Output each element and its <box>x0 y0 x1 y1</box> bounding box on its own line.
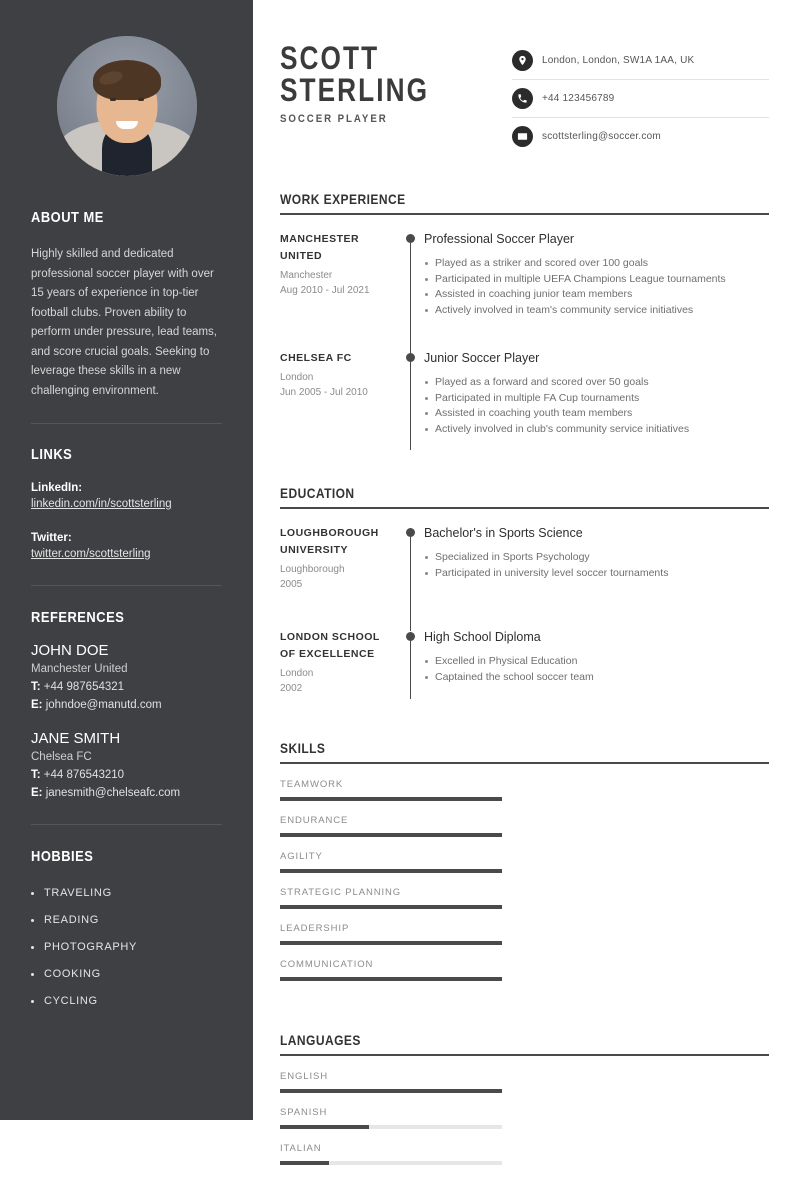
entry-org: CHELSEA FC <box>280 352 352 364</box>
language-label: ENGLISH <box>280 1071 329 1082</box>
language-fill <box>280 1125 369 1129</box>
email-value: johndoe@manutd.com <box>45 699 162 711</box>
entry-location: Loughborough <box>280 564 345 575</box>
skill-track <box>280 869 502 873</box>
hobby-item: COOKING <box>31 961 222 988</box>
skill-track <box>280 797 502 801</box>
envelope-icon <box>512 126 533 147</box>
skill-meter <box>280 778 502 801</box>
entry-body <box>424 231 769 318</box>
skill-track <box>280 833 502 837</box>
skills-grid <box>280 778 769 994</box>
hobbies-heading: HOBBIES <box>31 848 94 865</box>
hobby-item: TRAVELING <box>31 880 222 907</box>
timeline-line <box>410 353 411 450</box>
hobby-item: PHOTOGRAPHY <box>31 934 222 961</box>
language-meter <box>280 1106 502 1129</box>
bullet: Played as a forward and scored over 50 goals <box>424 375 769 391</box>
skill-meter <box>280 958 502 981</box>
contact-row-phone <box>512 88 769 118</box>
timeline-dot <box>406 632 415 641</box>
divider <box>31 824 222 825</box>
section-rule <box>280 507 769 509</box>
phone-value: +44 987654321 <box>43 681 125 693</box>
avatar-eye-left <box>110 98 116 101</box>
bullet: Actively involved in team's community service initiatives <box>424 303 769 319</box>
education-entry <box>280 525 769 592</box>
section-heading: EDUCATION <box>280 485 355 501</box>
timeline <box>402 231 424 318</box>
bullet: Played as a striker and scored over 100 goals <box>424 256 769 272</box>
reference-phone <box>31 679 222 696</box>
skill-label: LEADERSHIP <box>280 923 350 934</box>
section-heading: WORK EXPERIENCE <box>280 191 406 207</box>
link-item-linkedin <box>31 480 222 513</box>
timeline-dot <box>406 528 415 537</box>
entry-title: Bachelor's in Sports Science <box>424 526 583 540</box>
reference-org: Chelsea FC <box>31 751 92 763</box>
hobby-item: CYCLING <box>31 988 222 1015</box>
reference-email <box>31 785 222 802</box>
languages-grid <box>280 1070 769 1178</box>
phone-value: +44 876543210 <box>43 769 125 781</box>
references-heading: REFERENCES <box>31 609 125 626</box>
section-rule <box>280 213 769 215</box>
skill-label: AGILITY <box>280 851 323 862</box>
section-heading: SKILLS <box>280 740 326 756</box>
reference-item <box>31 641 222 714</box>
skill-fill <box>280 977 502 981</box>
sidebar <box>0 0 253 1120</box>
links-heading: LINKS <box>31 446 73 463</box>
entry-meta <box>280 525 402 592</box>
first-name: SCOTT <box>280 40 380 76</box>
skill-label: TEAMWORK <box>280 779 344 790</box>
entry-meta <box>280 231 402 318</box>
entry-org: LONDON SCHOOL OF EXCELLENCE <box>280 631 380 660</box>
entry-body <box>424 525 769 592</box>
skill-meter <box>280 814 502 837</box>
timeline-line <box>410 528 411 631</box>
email-value: janesmith@chelseafc.com <box>45 787 181 799</box>
skill-fill <box>280 941 502 945</box>
bullet: Excelled in Physical Education <box>424 654 769 670</box>
skill-track <box>280 905 502 909</box>
skill-fill <box>280 833 502 837</box>
language-track <box>280 1161 502 1165</box>
avatar-eye-right <box>138 98 144 101</box>
reference-email <box>31 697 222 714</box>
entry-body <box>424 629 769 696</box>
contact-address: London, London, SW1A 1AA, UK <box>542 55 695 66</box>
reference-item <box>31 729 222 802</box>
reference-name: JANE SMITH <box>31 730 121 747</box>
bullet: Actively involved in club's community service initiatives <box>424 422 769 438</box>
skill-fill <box>280 797 502 801</box>
entry-title: High School Diploma <box>424 630 541 644</box>
entry-title: Professional Soccer Player <box>424 232 575 246</box>
bullet: Assisted in coaching youth team members <box>424 406 769 422</box>
entry-meta <box>280 629 402 696</box>
reference-phone <box>31 767 222 784</box>
timeline-dot <box>406 353 415 362</box>
link-label: LinkedIn: <box>31 482 83 494</box>
entry-meta <box>280 350 402 437</box>
entry-dates: 2005 <box>280 579 303 590</box>
language-label: SPANISH <box>280 1107 328 1118</box>
entry-bullets <box>424 654 769 685</box>
phone-label: T: <box>31 769 41 781</box>
language-track <box>280 1125 502 1129</box>
divider <box>31 423 222 424</box>
skill-meter <box>280 886 502 909</box>
section-languages <box>280 1032 769 1178</box>
entry-dates: 2002 <box>280 683 303 694</box>
link-label: Twitter: <box>31 532 72 544</box>
section-rule <box>280 762 769 764</box>
bullet: Participated in university level soccer tournaments <box>424 566 769 582</box>
section-education <box>280 485 769 696</box>
bullet: Assisted in coaching junior team members <box>424 287 769 303</box>
avatar-wrapper <box>31 36 222 176</box>
entry-org: MANCHESTER UNITED <box>280 233 360 262</box>
email-label: E: <box>31 699 43 711</box>
timeline <box>402 629 424 696</box>
language-fill <box>280 1161 329 1165</box>
location-pin-icon <box>512 50 533 71</box>
contact-list <box>512 42 769 163</box>
entry-location: Manchester <box>280 270 333 281</box>
entry-dates: Jun 2005 - Jul 2010 <box>280 387 368 398</box>
main-content <box>253 0 794 1154</box>
about-me-heading: ABOUT ME <box>31 209 104 226</box>
skill-track <box>280 977 502 981</box>
bullet: Specialized in Sports Psychology <box>424 550 769 566</box>
avatar <box>57 36 197 176</box>
work-entry <box>280 231 769 318</box>
entry-bullets <box>424 375 769 437</box>
skill-fill <box>280 869 502 873</box>
header <box>280 42 769 163</box>
skill-meter <box>280 922 502 945</box>
section-heading: LANGUAGES <box>280 1032 361 1048</box>
email-label: E: <box>31 787 43 799</box>
contact-row-address <box>512 50 769 80</box>
bullet: Captained the school soccer team <box>424 670 769 686</box>
section-skills <box>280 740 769 994</box>
language-meter <box>280 1070 502 1093</box>
language-fill <box>280 1089 502 1093</box>
link-url-linkedin[interactable]: linkedin.com/in/scottsterling <box>31 498 172 510</box>
entry-bullets <box>424 256 769 318</box>
section-rule <box>280 1054 769 1056</box>
language-meter <box>280 1142 502 1165</box>
skill-fill <box>280 905 502 909</box>
hobby-item: READING <box>31 907 222 934</box>
phone-label: T: <box>31 681 41 693</box>
last-name: STERLING <box>280 72 430 108</box>
contact-row-email <box>512 126 769 155</box>
job-role: SOCCER PLAYER <box>280 113 388 125</box>
skill-track <box>280 941 502 945</box>
bullet: Participated in multiple FA Cup tournaments <box>424 391 769 407</box>
entry-location: London <box>280 668 314 679</box>
avatar-hair <box>93 60 161 100</box>
reference-name: JOHN DOE <box>31 642 109 659</box>
entry-org: LOUGHBOROUGH UNIVERSITY <box>280 527 379 556</box>
section-work-experience <box>280 191 769 437</box>
skill-label: STRATEGIC PLANNING <box>280 887 402 898</box>
work-entry <box>280 350 769 437</box>
phone-icon <box>512 88 533 109</box>
entry-location: London <box>280 372 314 383</box>
entry-bullets <box>424 550 769 581</box>
education-entry <box>280 629 769 696</box>
skill-label: COMMUNICATION <box>280 959 374 970</box>
link-item-twitter <box>31 530 222 563</box>
contact-phone: +44 123456789 <box>542 93 615 104</box>
about-me-text: Highly skilled and dedicated professional soccer player with over 15 years of experience in top-tier football clubs. Proven ability to perform under pressure, lead teams, and score crucial goals. Seeking to leverage these skills in a new challenging environment. <box>31 248 218 397</box>
name-block <box>280 42 462 125</box>
language-track <box>280 1089 502 1093</box>
skill-label: ENDURANCE <box>280 815 349 826</box>
contact-email: scottsterling@soccer.com <box>542 131 661 142</box>
link-url-twitter[interactable]: twitter.com/scottsterling <box>31 548 151 560</box>
timeline-dot <box>406 234 415 243</box>
timeline <box>402 350 424 437</box>
entry-dates: Aug 2010 - Jul 2021 <box>280 285 370 296</box>
skill-meter <box>280 850 502 873</box>
entry-title: Junior Soccer Player <box>424 351 540 365</box>
timeline-line <box>410 632 411 699</box>
language-label: ITALIAN <box>280 1143 322 1154</box>
entry-body <box>424 350 769 437</box>
divider <box>31 585 222 586</box>
timeline <box>402 525 424 592</box>
bullet: Participated in multiple UEFA Champions League tournaments <box>424 272 769 288</box>
hobbies-list <box>31 880 222 1015</box>
reference-org: Manchester United <box>31 663 128 675</box>
